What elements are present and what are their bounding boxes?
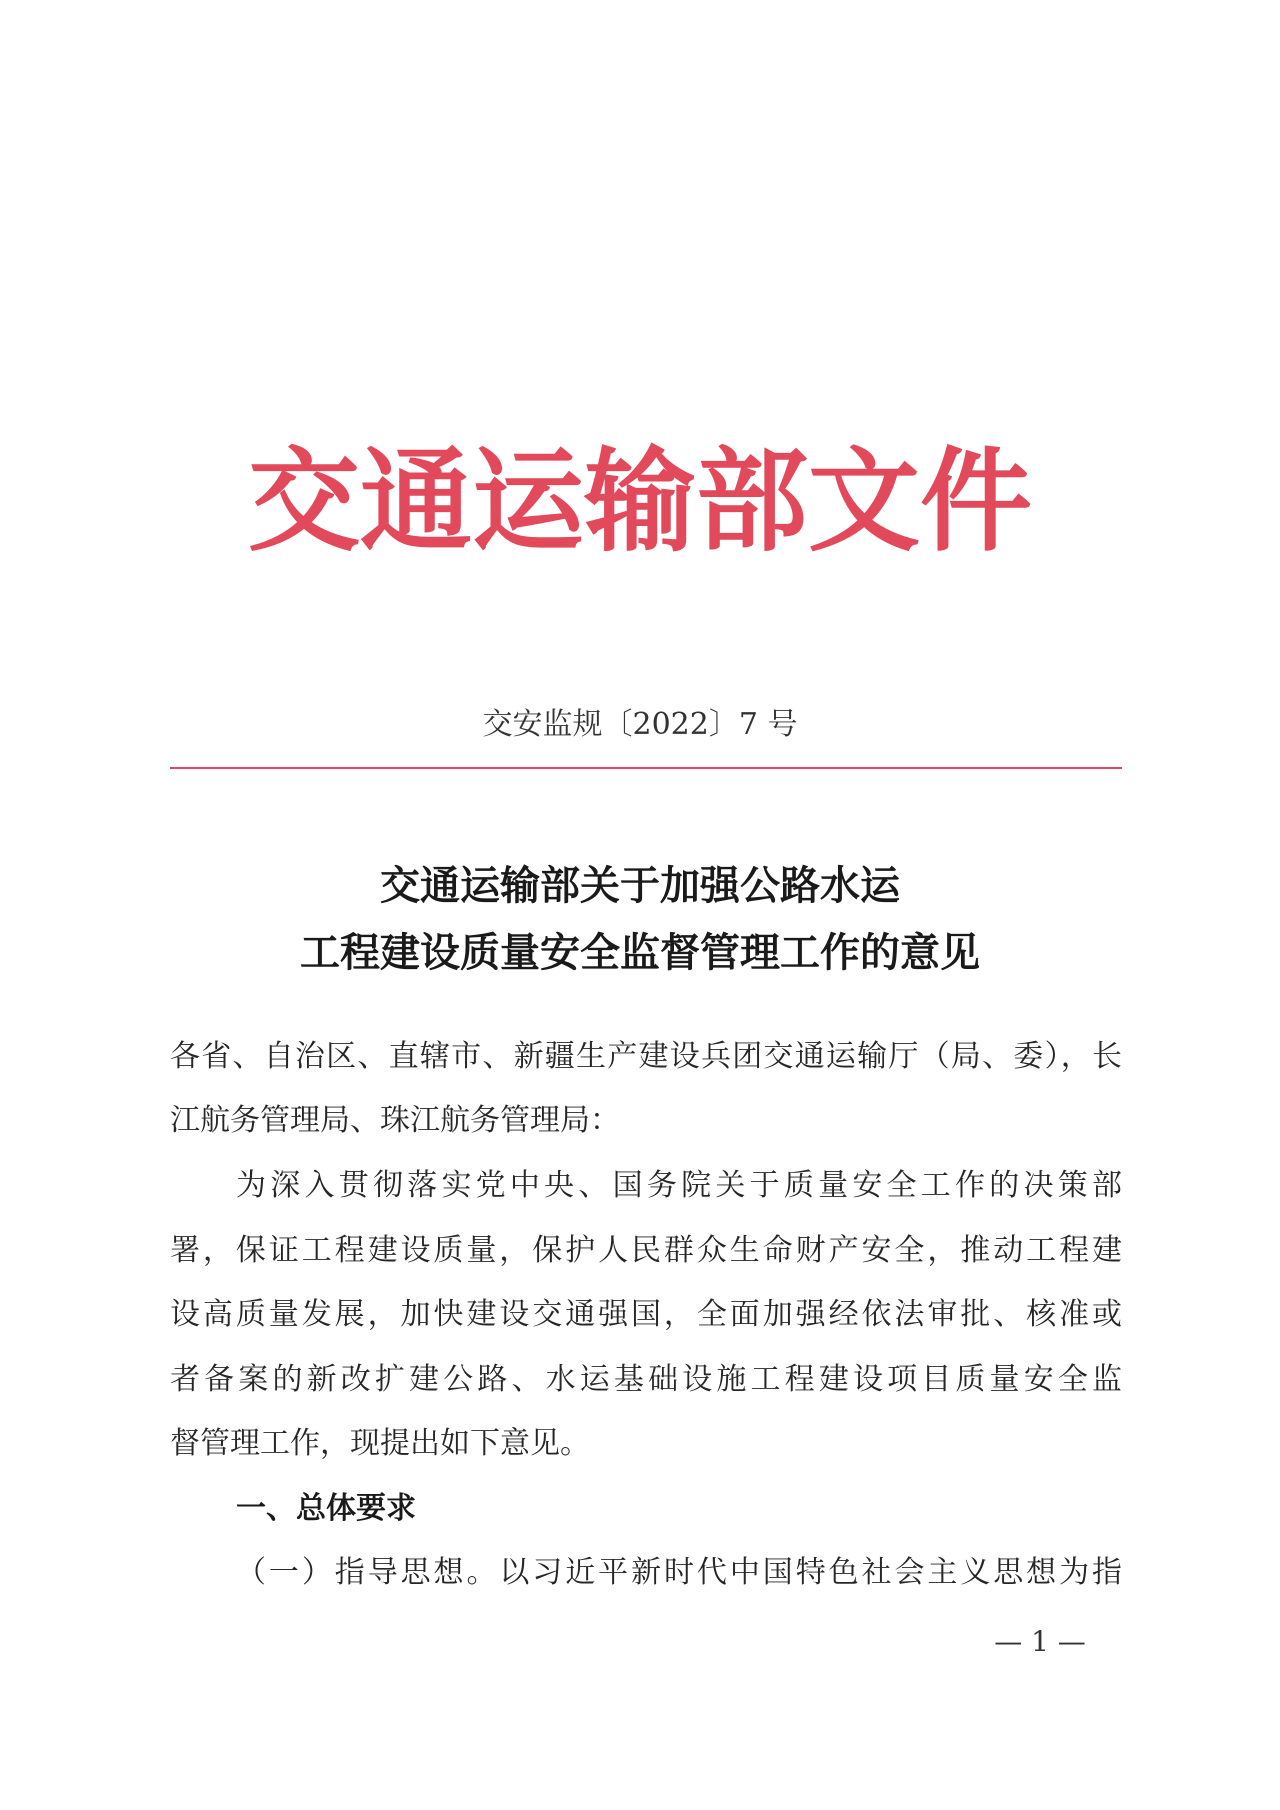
document-title-line-2: 工程建设质量安全监督管理工作的意见 — [300, 929, 980, 976]
addressee-line-2: 江航务管理局、珠江航务管理局： — [170, 1103, 620, 1138]
paragraph-1-line-1: 为深入贯彻落实党中央、国务院关于质量安全工作的决策部 — [236, 1168, 1122, 1203]
page-number: — 1 — — [994, 1625, 1086, 1658]
document-number: 交安监规〔2022〕7 号 — [482, 707, 798, 742]
paragraph-1-line-5: 督管理工作，现提出如下意见。 — [170, 1426, 590, 1461]
red-divider-line — [170, 767, 1122, 769]
section-1-heading: 一、总体要求 — [236, 1491, 416, 1526]
subsection-1-line-1: （一）指导思想。以习近平新时代中国特色社会主义思想为指 — [236, 1555, 1122, 1590]
masthead-title: 交通运输部文件 — [248, 436, 1032, 567]
paragraph-1-line-4: 者备案的新改扩建公路、水运基础设施工程建设项目质量安全监 — [170, 1362, 1122, 1397]
addressee-line-1: 各省、自治区、直辖市、新疆生产建设兵团交通运输厅（局、委），长 — [170, 1039, 1122, 1074]
paragraph-1-line-3: 设高质量发展，加快建设交通强国，全面加强经依法审批、核准或 — [170, 1297, 1122, 1332]
document-title-line-1: 交通运输部关于加强公路水运 — [380, 862, 900, 909]
paragraph-1-line-2: 署，保证工程建设质量，保护人民群众生命财产安全，推动工程建 — [170, 1233, 1122, 1268]
